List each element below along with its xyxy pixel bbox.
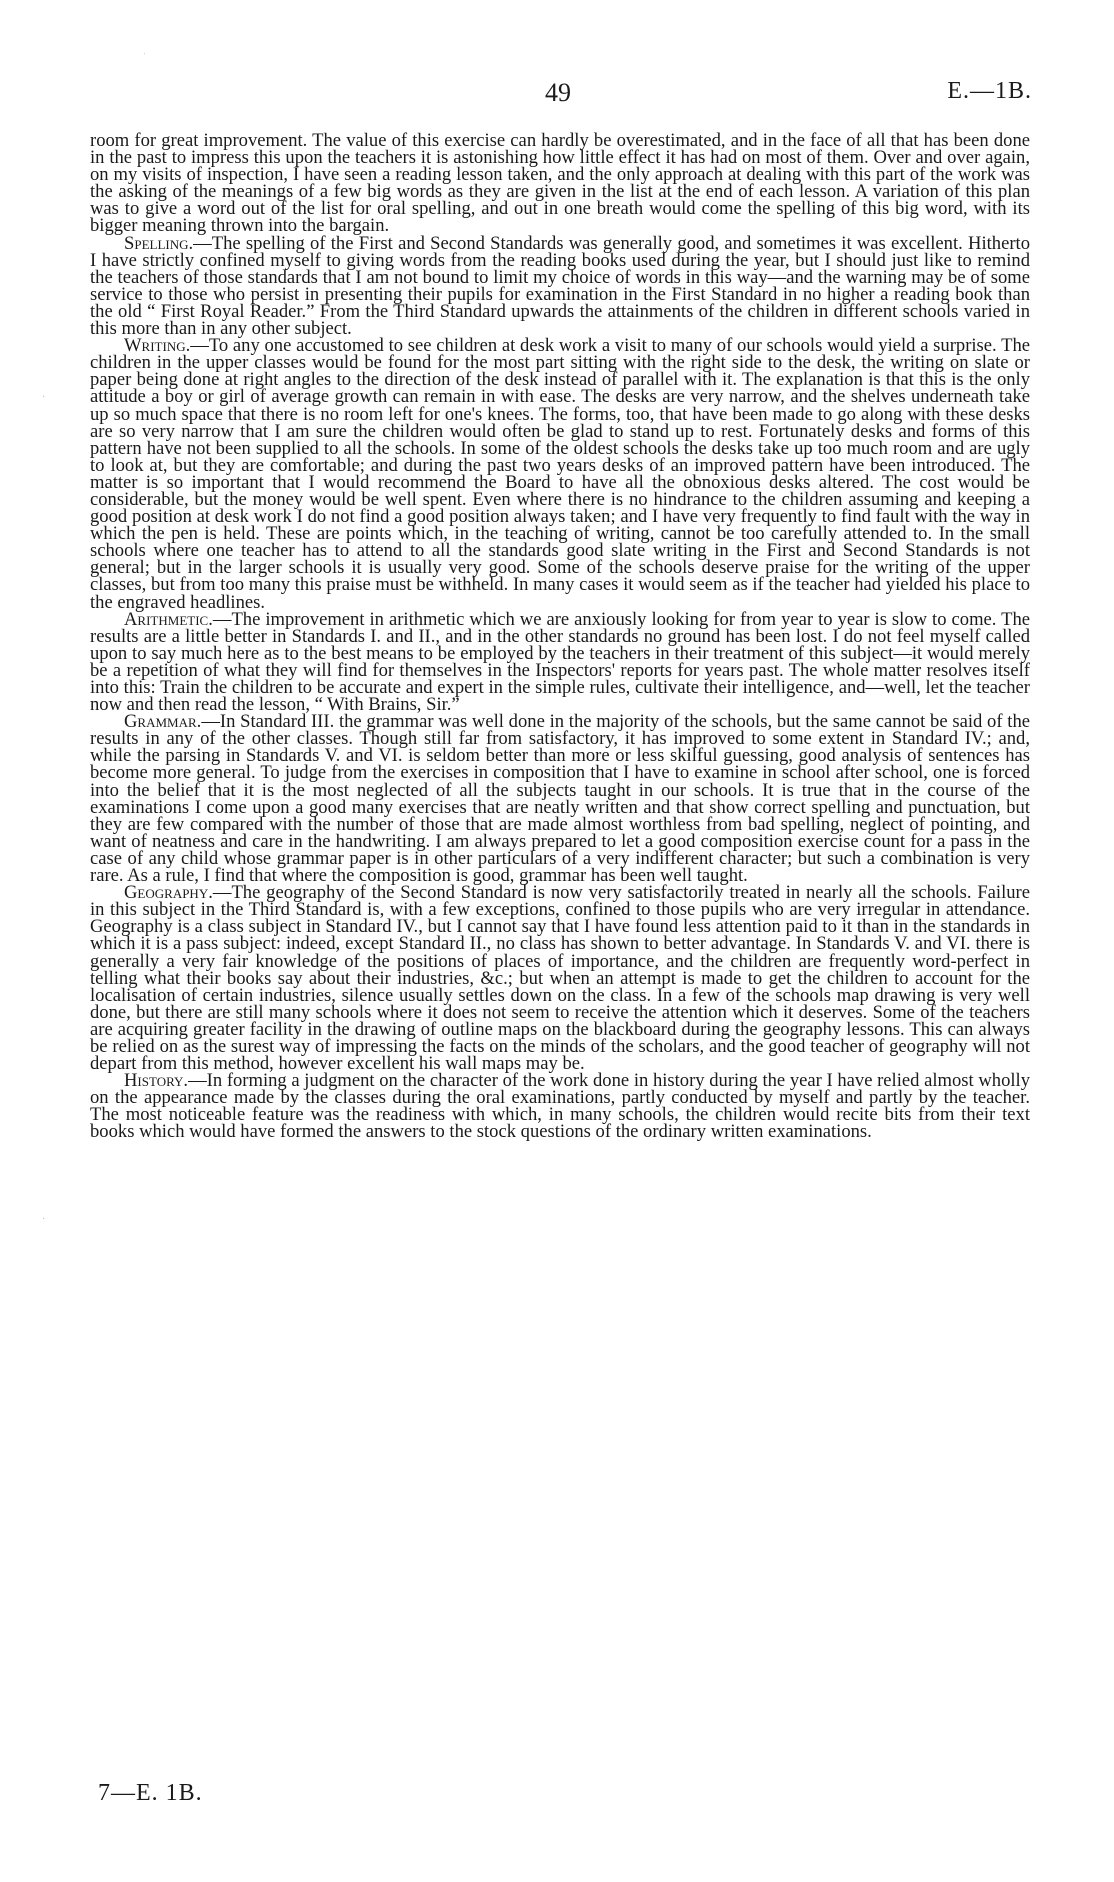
document-reference: E.—1B. [947,78,1032,104]
paragraph-text: —In forming a judgment on the character of the work done in history during the year I have relied almost wholly on the appearance made by the classes during the oral examinations, partly conducted by myself and partly by the teacher. The most noticeable feature was the readiness with which, in many schools, the children would recite bits from their text books which would have formed the answers to the stock questions of the ordinary written examinations. [90,1070,1030,1143]
paragraph-text: —To any one accustomed to see children at desk work a visit to many of our schools would yield a surprise. The children in the upper classes would be found for the most part sitting with the right side to the desk, the writing on slate or paper being done at right angles to the direction of the desk instead of parallel with it. The explanation is that this is the only attitude a boy or girl of average growth can remain in with ease. The desks are very narrow, and the shelves underneath take up so much space that there is no room left for one's knees. The forms, too, that have been made to go along with these desks are so very narrow that I am sure the children would often be glad to stand up to rest. Fortunately desks and forms of this pattern have not been supplied to all the schools. In some of the oldest schools the desks take up too much room and are ugly to look at, but they are comfortable; and during the past two years desks of an improved pattern have been introduced. The matter is so important that I would recommend the Board to have all the obnoxious desks altered. The cost would be considerable, but the money would be well spent. Even where there is no hindrance to the children assuming and keeping a good position at desk work I do not find a good position always taken; and I have very frequently to find fault with the way in which the pen is held. These are points which, in the teaching of writing, cannot be too carefully attended to. In the small schools where one teacher has to attend to all the standards good slate writing in the First and Second Standards is not general; but in the larger schools it is usually very good. Some of the schools deserve praise for the writing of the upper classes, but from too many this praise must be withheld. In many cases it would seem as if the teacher had yielded his place to the engraved headlines. [90,335,1030,613]
page-number: 49 [545,78,571,107]
section-heading: Arithmetic. [124,608,213,630]
paragraph-spelling [90,232,1030,340]
signature-reference: 7—E. 1B. [98,1780,203,1806]
paragraph-text: —The improvement in arithmetic which we are anxiously looking for from year to year is slow to come. The results are a little better in Standards I. and II., and in the other standards no ground has been lost. I do not feel myself called upon to say much here as to the best means to be employed by the teachers in their treatment of this subject—it would merely be a repetition of what they will find for themselves in the Inspectors' reports for years past. The whole matter resolves itself into this: Train the children to be accurate and expert in the simple rules, cultivate their intelligence, and—well, let the teacher now and then read the lesson, “ With Brains, Sir.” [90,608,1030,716]
page-header [0,78,1114,108]
paragraph-reading-continued [90,132,1030,235]
paragraph-writing [90,337,1030,611]
margin-speck: · [42,392,46,403]
section-heading: Writing. [124,335,191,357]
report-body [90,132,1030,1141]
paragraph-arithmetic [90,608,1030,716]
paragraph-history [90,1070,1030,1143]
section-heading: Spelling. [124,232,194,254]
paragraph-grammar [90,711,1030,887]
section-heading: Grammar. [124,711,202,733]
section-heading: History. [124,1070,189,1092]
paragraph-geography [90,882,1030,1075]
section-heading: Geography. [124,882,213,904]
margin-speck: · [42,1214,46,1225]
paragraph-text: —In Standard III. the grammar was well done in the majority of the schools, but the same cannot be said of the results in any of the other classes. Though still far from satisfactory, it has improved to some extent in Standard IV.; and, while the parsing in Standards V. and VI. is seldom better than more or less skilful guessing, good analysis of sentences has become more general. To judge from the exercises in composition that I have to examine in school after school, one is forced into the belief that it is the most neglected of all the subjects taught in our schools. It is true that in the course of the examinations I come upon a good many exercises that are neatly written and that show correct spelling and punctuation, but they are few compared with the number of those that are made almost worthless from bad spelling, neglect of pointing, and want of neatness and care in the handwriting. I am always prepared to let a good composition exercise count for a pass in the case of any child whose grammar paper is in other particulars of a very indifferent character; but such a combination is very rare. As a rule, I find that where the composition is good, grammar has been well taught. [90,711,1030,887]
margin-speck: ˈ [143,52,147,63]
paragraph-text: —The spelling of the First and Second Standards was generally good, and sometimes it was excellent. Hitherto I have strictly confined myself to giving words from the reading books used during the year, but I should just like to remind the teachers of those standards that I am not bound to limit my choice of words in this way—and the warning may be of some service to those who persist in presenting their pupils for examination in the First Standard in no higher a reading book than the old “ First Royal Reader.” From the Third Standard upwards the attainments of the children in different schools varied in this more than in any other subject. [90,232,1030,340]
paragraph-text: room for great improvement. The value of this exercise can hardly be overestimated, and in the face of all that has been done in the past to impress this upon the teachers it is astonishing how little effect it has had on most of them. Over and over again, on my visits of inspection, I have seen a reading lesson taken, and the only approach at dealing with this part of the work was the asking of the meanings of a few big words as they are given in the list at the end of each lesson. A variation of this plan was to give a word out of the list for oral spelling, and out in one breath would come the spelling of this big word, with its bigger meaning thrown into the bargain. [90,130,1030,237]
paragraph-text: —The geography of the Second Standard is now very satisfactorily treated in nearly all the schools. Failure in this subject in the Third Standard is, with a few exceptions, confined to those pupils who are very irregular in attendance. Geography is a class subject in Standard IV., but I cannot say that I have found less attention paid to it than in the standards in which it is a pass subject: indeed, except Standard II., no class has shown to better advantage. In Standards V. and VI. there is generally a very fair knowledge of the positions of places of importance, and the children are frequently word-perfect in telling what their books say about their industries, &c.; but when an attempt is made to get the children to account for the localisation of certain industries, silence usually settles down on the class. In a few of the schools map drawing is very well done, but there are still many schools where it does not seem to receive the attention which it deserves. Some of the teachers are acquiring greater facility in the drawing of outline maps on the blackboard during the geography lessons. This can always be relied on as the surest way of impressing the facts on the minds of the scholars, and the good teacher of geography will not depart from this method, however excellent his wall maps may be. [90,882,1030,1075]
